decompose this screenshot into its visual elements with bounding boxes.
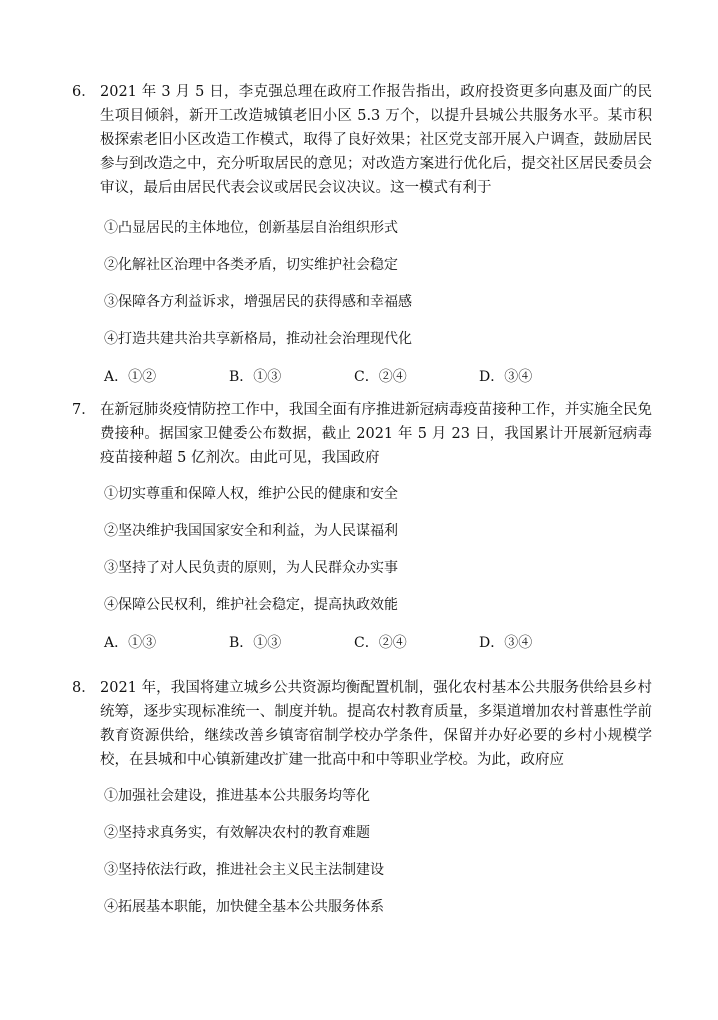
question-6 [72,80,652,387]
question-number: 7． [72,402,96,418]
statement-4: ④拓展基本职能，加快健全基本公共服务体系 [104,899,384,915]
answer-choices [72,633,652,653]
choice-b[interactable]: B．①③ [229,635,282,651]
statement-4: ④保障公民权利，维护社会稳定，提高执政效能 [104,597,398,613]
choice-a[interactable]: A．①② [104,369,157,385]
question-stem [72,398,652,470]
choice-c[interactable]: C．②④ [354,635,407,651]
choice-d[interactable]: D．③④ [479,369,533,385]
question-stem [72,80,652,200]
statement-2: ②坚持求真务实，有效解决农村的教育难题 [104,825,370,841]
choice-a[interactable]: A．①③ [104,635,157,651]
statement-4: ④打造共建共治共享新格局，推动社会治理现代化 [104,331,412,347]
question-text: 在新冠肺炎疫情防控工作中，我国全面有序推进新冠病毒疫苗接种工作，并实施全民免费接种。据国家卫健委公布数据，截止 2021 年 5 月 23 日，我国累计开展新冠病毒疫苗接种超 5 亿剂次。由此可见，我国政府 [100,402,652,466]
statement-1: ①切实尊重和保障人权，维护公民的健康和安全 [104,486,398,502]
statement-3: ③坚持依法行政，推进社会主义民主法制建设 [104,862,384,878]
statement-1: ①加强社会建设，推进基本公共服务均等化 [104,788,370,804]
statement-1: ①凸显居民的主体地位，创新基层自治组织形式 [104,220,398,236]
question-text: 2021 年，我国将建立城乡公共资源均衡配置机制，强化农村基本公共服务供给县乡村统筹，逐步实现标准统一、制度并轨。提高农村教育质量，多渠道增加农村普惠性学前教育资源供给，继续改善乡镇寄宿制学校办学条件，保留并办好必要的乡村小规模学校，在县城和中心镇新建改扩建一批高中和中等职业学校。为此，政府应 [100,680,652,768]
answer-choices [72,367,652,387]
question-number: 8． [72,680,96,696]
question-number: 6． [72,84,96,100]
choice-b[interactable]: B．①③ [229,369,282,385]
statement-2: ②化解社区治理中各类矛盾，切实维护社会稳定 [104,257,398,273]
question-7 [72,398,652,653]
statement-2: ②坚决维护我国国家安全和利益，为人民谋福利 [104,523,398,539]
question-8 [72,676,652,917]
statement-3: ③坚持了对人民负责的原则，为人民群众办实事 [104,560,398,576]
statement-3: ③保障各方利益诉求，增强居民的获得感和幸福感 [104,294,412,310]
choice-c[interactable]: C．②④ [354,369,407,385]
question-stem [72,676,652,772]
choice-d[interactable]: D．③④ [479,635,533,651]
question-text: 2021 年 3 月 5 日，李克强总理在政府工作报告指出，政府投资更多向惠及面广的民生项目倾斜，新开工改造城镇老旧小区 5.3 万个，以提升县城公共服务水平。某市积极探索老旧小区改造工作模式，取得了良好效果；社区党支部开展入户调查，鼓励居民参与到改造之中，充分听取居民的意见；对改造方案进行优化后，提交社区居民委员会审议，最后由居民代表会议或居民会议决议。这一模式有利于 [100,84,652,196]
